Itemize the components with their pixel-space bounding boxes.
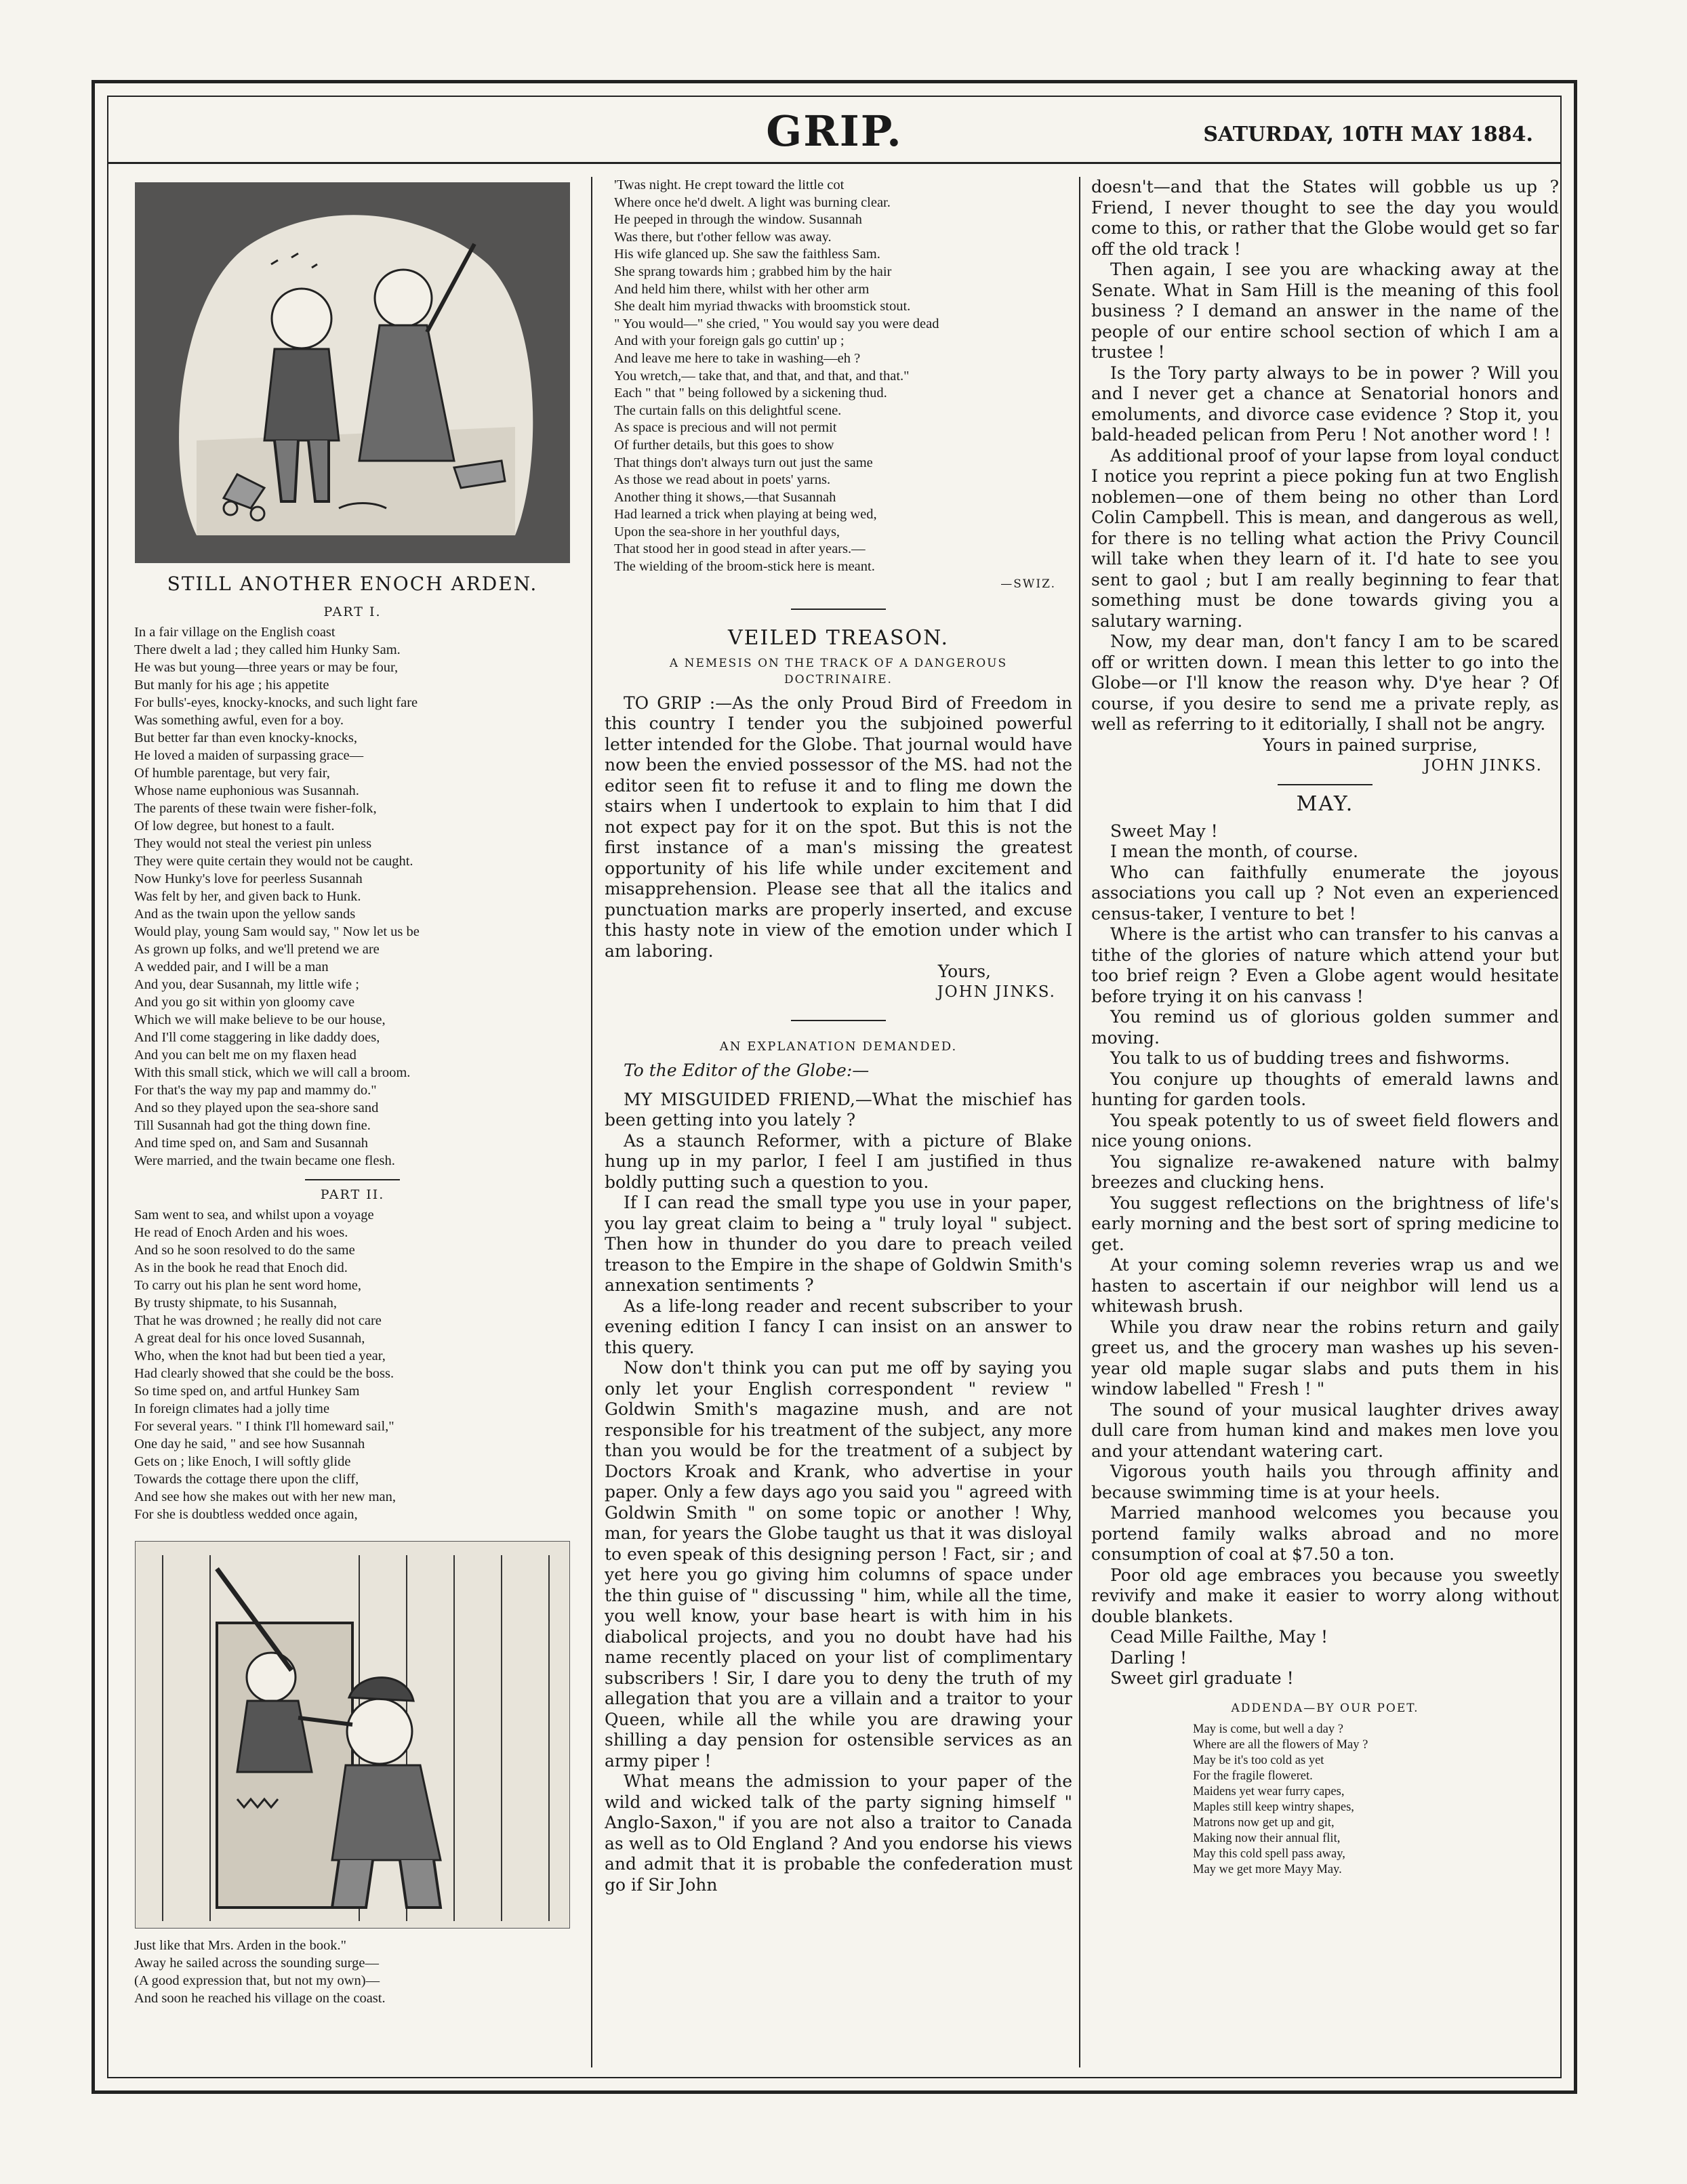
poem-line: Making now their annual flit, [1193, 1831, 1341, 1845]
paragraph: As additional proof of your lapse from loyal conduct I notice you reprint a piece poking fun at two English noblemen—one of them being no other than Lord Colin Campbell. This is mean, and dangerous as well, for there is no telling what action the Privy Council will take when they learn of it. I'd hate to see you sent to gaol ; but I am really beginning to fear that something must be done towards giving you a salutary warning. [1091, 445, 1559, 631]
paragraph: At your coming solemn reveries wrap us and we hasten to ascertain if our neighbor will lend us a whitewash brush. [1091, 1255, 1559, 1316]
paragraph: While you draw near the robins return and gaily greet us, and the grocery man washes up his seven-year old maple sugar slabs and puts them in his window labelled " Fresh ! " [1091, 1317, 1559, 1399]
poem-line: Upon the sea-shore in her youthful days, [614, 524, 840, 539]
explanation-continued-paragraphs [1091, 177, 1559, 735]
poem-line: To carry out his plan he sent word home, [134, 1278, 362, 1293]
paragraph: Now, my dear man, don't fancy I am to be scared off or written down. I mean this letter to go into the Globe—or I'll know the reason why. D'ye hear ? Of course, if you desire to send me a private reply, as well as referring to it editorially, I shall not be angry. [1091, 632, 1559, 734]
poem-line: Where once he'd dwelt. A light was burning clear. [614, 194, 891, 210]
paragraph: You signalize re-awakened nature with balmy breezes and clucking hens. [1091, 1151, 1559, 1192]
poem-line: The wielding of the broom-stick here is meant. [614, 559, 875, 575]
poem-line: The curtain falls on this delightful scene. [614, 403, 842, 418]
poem-line: Would play, young Sam would say, " Now let us be [134, 924, 420, 939]
poem-line: Was there, but t'other fellow was away. [614, 229, 832, 245]
poem-line: There dwelt a lad ; they called him Hunky Sam. [134, 642, 401, 657]
paragraph: Vigorous youth hails you through affinity and because swimming time is at your heels. [1091, 1462, 1559, 1502]
poem-line: Another thing it shows,—that Susannah [614, 489, 836, 505]
masthead-title: GRIP. [766, 106, 903, 156]
poem-line: And see how she makes out with her new man, [134, 1489, 396, 1504]
poem-line: So time sped on, and artful Hunkey Sam [134, 1384, 360, 1399]
paragraph: What means the admission to your paper of the wild and wicked talk of the party signing himself " Anglo-Saxon," if you are not also a traitor to Canada as well as to Old England ? And you endorse his views and admit that it is probable the confederation must go if Sir John [605, 1771, 1072, 1895]
poem-line: And you can belt me on my flaxen head [134, 1048, 357, 1063]
poem-line: Till Susannah had got the thing down fine. [134, 1118, 371, 1133]
paragraph: Now don't think you can put me off by saying you only let your English correspondent " review " Goldwin Smith's magazine mush, and are not responsible for his treatment of the subject, any more than you would be for the treatment of a subject by Doctors Kroak and Krank, who advertise in your paper. Only a few days ago you said you " agreed with Goldwin Smith " on some topic or another ! Why, man, for years the Globe taught us that it was disloyal to even speak of this designing person ! Fact, sir ; and yet here you go giving him columns of space under the thin guise of " discussing " him, while all the time, you well know, your base heart is with him in his diabolical projects, and you no doubt have had his name recently placed on your list of complimentary subscribers ! Sir, I dare you to deny the truth of my allegation that you are a villain and a traitor to your Queen, while all the while you are drawing your shilling a day pension for ostensible services as an army piper ! [605, 1358, 1072, 1771]
poem-line: Which we will make believe to be our house, [134, 1012, 386, 1027]
poem-line: By trusty shipmate, to his Susannah, [134, 1296, 337, 1311]
veiled-treason-yours: Yours, [937, 962, 991, 982]
column-3 [1091, 177, 1559, 2067]
explanation-continued [1091, 177, 1559, 735]
cave-scene-illustration [135, 182, 570, 563]
paragraph: Poor old age embraces you because you sweetly revivify and make it easier to worry along without double blankets. [1091, 1565, 1559, 1626]
poem-line: May this cold spell pass away, [1193, 1847, 1345, 1861]
poem-line: As grown up folks, and we'll pretend we are [134, 942, 380, 957]
paragraph: As a life-long reader and recent subscriber to your evening edition I fancy I can insist on an answer to this query. [605, 1296, 1072, 1357]
veiled-treason-subtitle: A NEMESIS ON THE TRACK OF A DANGEROUS DOCTRINAIRE. [669, 656, 1008, 686]
poem-line: May be it's too cold as yet [1193, 1753, 1324, 1767]
addenda-title: ADDENDA—BY OUR POET. [1231, 1701, 1419, 1715]
veiled-treason-signature: JOHN JINKS. [937, 983, 1056, 1002]
poem-line: Of low degree, but honest to a fault. [134, 819, 335, 833]
explanation-body [605, 1060, 1072, 1895]
part2-poem [122, 1206, 583, 1523]
poem-line: Where are all the flowers of May ? [1193, 1737, 1368, 1752]
poem-line: That stood her in good stead in after years.— [614, 541, 866, 557]
masthead [108, 97, 1560, 164]
paragraph: Cead Mille Failthe, May ! [1110, 1627, 1328, 1647]
may-title: MAY. [1296, 791, 1354, 816]
part2-poem-ending [122, 1937, 583, 2007]
poem-line: Maples still keep wintry shapes, [1193, 1800, 1354, 1814]
poem-line: As space is precious and will not permit [614, 420, 837, 436]
poem-line: 'Twas night. He crept toward the little cot [614, 178, 845, 192]
poem-line: Was felt by her, and given back to Hunk. [134, 889, 361, 904]
poem-line: Matrons now get up and git, [1193, 1815, 1335, 1830]
paragraph: I mean the month, of course. [1110, 842, 1358, 861]
paragraph: You talk to us of budding trees and fishworms. [1110, 1048, 1510, 1068]
paragraph: Then again, I see you are whacking away at the Senate. What in Sam Hill is the meaning of this fool business ? I demand an answer in the name of the people of our entire school section of which I am a trustee ! [1091, 260, 1559, 362]
veiled-treason-letter: TO GRIP :—As the only Proud Bird of Freedom in this country I tender you the subjoined powerful letter intended for the Globe. That journal would have now been the envied possessor of the MS. had not the editor seen fit to refuse it and to fling me down the stairs when I undertook to explain to him that I did not expect pay for it on the spot. But this is not the first instance of a man's missing the greatest opportunity of his life while under excitement and misapprehension. Please see that all the italics and punctuation marks are properly inserted, and excuse this hasty note in view of the emotion under which I am laboring. [605, 693, 1072, 961]
poem-line: He read of Enoch Arden and his woes. [134, 1225, 348, 1240]
paragraph: The sound of your musical laughter drives away dull care from human kind and makes men love you and your attendant watering cart. [1091, 1399, 1559, 1461]
poem-line: And so they played upon the sea-shore sand [134, 1100, 379, 1115]
story-poem-continued [605, 177, 1072, 576]
paragraph: doesn't—and that the States will gobble us up ? Friend, I never thought to see the day you would come to this, or rather that the Globe would get so far off the old track ! [1091, 177, 1559, 259]
poem-line: Now Hunky's love for peerless Susannah [134, 871, 363, 886]
poem-line: She dealt him myriad thwacks with broomstick stout. [614, 299, 911, 314]
poem-line: One day he said, " and see how Susannah [134, 1437, 365, 1451]
poem-line: Gets on ; like Enoch, I will softly glide [134, 1454, 351, 1469]
poem-line: May is come, but well a day ? [1193, 1722, 1343, 1736]
paragraph: Where is the artist who can transfer to his canvas a tithe of the glories of nature which attend your but too brief reign ? Even a Globe agent would hesitate before trying it on his canvass ! [1091, 924, 1559, 1006]
poem-line: He was but young—three years or may be four, [134, 660, 399, 675]
poem-line: And as the twain upon the yellow sands [134, 907, 356, 922]
poem-line: Sam went to sea, and whilst upon a voyage [134, 1208, 374, 1222]
story-title: STILL ANOTHER ENOCH ARDEN. [167, 573, 538, 595]
veiled-treason-title: VEILED TREASON. [727, 625, 949, 650]
letter-closing: Yours in pained surprise, [1263, 735, 1478, 755]
part1-label: PART I. [323, 604, 382, 619]
masthead-date: SATURDAY, 10TH MAY 1884. [1203, 123, 1533, 146]
paragraph: You conjure up thoughts of emerald lawns and hunting for garden tools. [1091, 1069, 1559, 1109]
column-1 [122, 177, 583, 2067]
paragraph: If I can read the small type you use in your paper, you lay great claim to being a " truly loyal " subject. Then how in thunder do you dare to preach veiled treason to the Empire in the shape of Goldwin Smith's annexation sentiments ? [605, 1193, 1072, 1296]
poem-line: Was something awful, even for a boy. [134, 713, 344, 728]
poem-line: Each " that " being followed by a sickening thud. [614, 386, 887, 401]
column-rule-2 [1079, 177, 1080, 2067]
part2-label: PART II. [320, 1187, 385, 1202]
poem-line: His wife glanced up. She saw the faithless Sam. [614, 247, 880, 262]
paragraph: As a staunch Reformer, with a picture of Blake hung up in my parlor, I feel I am justified in thus boldly putting such a question to you. [605, 1130, 1072, 1192]
paragraph: Sweet May ! [1110, 821, 1218, 841]
poem-line: As in the book he read that Enoch did. [134, 1260, 348, 1275]
poem-line: " You would—" she cried, " You would say you were dead [614, 316, 939, 331]
poem-line: And time sped on, and Sam and Susannah [134, 1136, 369, 1151]
poem-line: And leave me here to take in washing—eh ? [614, 350, 861, 366]
may-body [1091, 821, 1559, 1689]
page-inner-frame [107, 96, 1562, 2078]
poem-line: Maidens yet wear furry capes, [1193, 1784, 1345, 1798]
explanation-paragraphs [605, 1090, 1072, 1896]
poem-line: Had clearly showed that she could be the boss. [134, 1366, 394, 1381]
paragraph: You remind us of glorious golden summer and moving. [1091, 1007, 1559, 1048]
poem-line: A great deal for his once loved Susannah, [134, 1331, 365, 1346]
veiled-treason-body [605, 693, 1072, 962]
poem-line: A wedded pair, and I will be a man [134, 960, 329, 974]
poem-line: They would not steal the veriest pin unless [134, 836, 372, 851]
poem-line: For bulls'-eyes, knocky-knocks, and such light fare [134, 695, 418, 710]
poem-line: But manly for his age ; his appetite [134, 678, 329, 693]
poem-line: And so he soon resolved to do the same [134, 1243, 355, 1258]
poem-line: Of further details, but this goes to show [614, 437, 834, 453]
separator [1278, 784, 1373, 785]
poem-line: Away he sailed across the sounding surge— [134, 1956, 379, 1971]
poem-line: As those we read about in poets' yarns. [614, 472, 831, 488]
poem-line: And you, dear Susannah, my little wife ; [134, 977, 359, 992]
paragraph: Is the Tory party always to be in power ? Will you and I never get a chance at Senatorial honors and emoluments, and divorce case evidence ? Stop it, you bald-headed pelican from Peru ! Not another word ! ! [1091, 363, 1559, 445]
letter-signature: JOHN JINKS. [1423, 756, 1543, 775]
poem-line: Towards the cottage there upon the cliff, [134, 1472, 359, 1487]
paragraph: Darling ! [1110, 1647, 1187, 1668]
poem-line: Who, when the knot had but been tied a year, [134, 1348, 386, 1363]
paragraph: Sweet girl graduate ! [1110, 1668, 1294, 1688]
poem-line: Whose name euphonious was Susannah. [134, 783, 359, 798]
poem-line: Of humble parentage, but very fair, [134, 766, 330, 781]
poem-line: She sprang towards him ; grabbed him by the hair [614, 264, 892, 279]
poem-line: And soon he reached his village on the coast. [134, 1991, 386, 2006]
poem-line: Just like that Mrs. Arden in the book." [134, 1938, 346, 1953]
paragraph: Married manhood welcomes you because you portend family walks abroad and no more consumption of coal at $7.50 a ton. [1091, 1503, 1559, 1564]
broom-beating-illustration [135, 1541, 570, 1929]
poem-line: (A good expression that, but not my own)— [134, 1973, 380, 1988]
poem-line: And held him there, whilst with her other arm [614, 281, 870, 297]
addenda-poem [1091, 1722, 1559, 1878]
poem-line: Were married, and the twain became one flesh. [134, 1153, 395, 1168]
explanation-title: AN EXPLANATION DEMANDED. [719, 1039, 958, 1054]
explanation-salutation: To the Editor of the Globe:— [624, 1060, 870, 1081]
separator [791, 1020, 886, 1021]
paragraph: MY MISGUIDED FRIEND,—What the mischief has been getting into you lately ? [605, 1089, 1072, 1130]
column-rule-1 [591, 177, 592, 2067]
column-2 [605, 177, 1072, 2067]
poem-line: With this small stick, which we will call a broom. [134, 1065, 411, 1080]
poem-line: In a fair village on the English coast [134, 625, 336, 640]
part1-poem [122, 623, 583, 1170]
poem-line: You wretch,— take that, and that, and that, and that." [614, 368, 910, 384]
poem-line: And I'll come staggering in like daddy does, [134, 1030, 380, 1045]
poem-line: For several years. " I think I'll homeward sail," [134, 1419, 394, 1434]
poem-line: May we get more Mayy May. [1193, 1862, 1342, 1876]
poem-line: Had learned a trick when playing at being wed, [614, 507, 877, 522]
poem-line: He loved a maiden of surpassing grace— [134, 748, 364, 763]
poem-line: In foreign climates had a jolly time [134, 1401, 330, 1416]
poem-line: He peeped in through the window. Susannah [614, 212, 862, 228]
poem-line: And you go sit within yon gloomy cave [134, 995, 355, 1010]
poem-line: For the fragile floweret. [1193, 1769, 1313, 1783]
poem-line: For that's the way my pap and mammy do." [134, 1083, 377, 1098]
paragraph: You speak potently to us of sweet field flowers and nice young onions. [1091, 1110, 1559, 1151]
poem-line: The parents of these twain were fisher-folk, [134, 801, 377, 816]
poem-line: For she is doubtless wedded once again, [134, 1507, 358, 1522]
poem-line: That things don't always turn out just the same [614, 455, 873, 470]
poem-line: And with your foreign gals go cuttin' up ; [614, 333, 845, 349]
page-frame [92, 80, 1577, 2094]
poem-signature: —SWIZ. [1000, 577, 1056, 591]
paragraph: You suggest reflections on the brightness of life's early morning and the best sort of spring medicine to get. [1091, 1193, 1559, 1254]
poem-line: But better far than even knocky-knocks, [134, 730, 358, 745]
separator [305, 1179, 400, 1180]
paragraph: Who can faithfully enumerate the joyous associations you call up ? Not even an experienced census-taker, I venture to bet ! [1091, 862, 1559, 924]
separator [791, 609, 886, 610]
may-paragraphs [1091, 821, 1559, 1689]
poem-line: They were quite certain they would not be caught. [134, 854, 413, 869]
poem-line: That he was drowned ; he really did not care [134, 1313, 382, 1328]
